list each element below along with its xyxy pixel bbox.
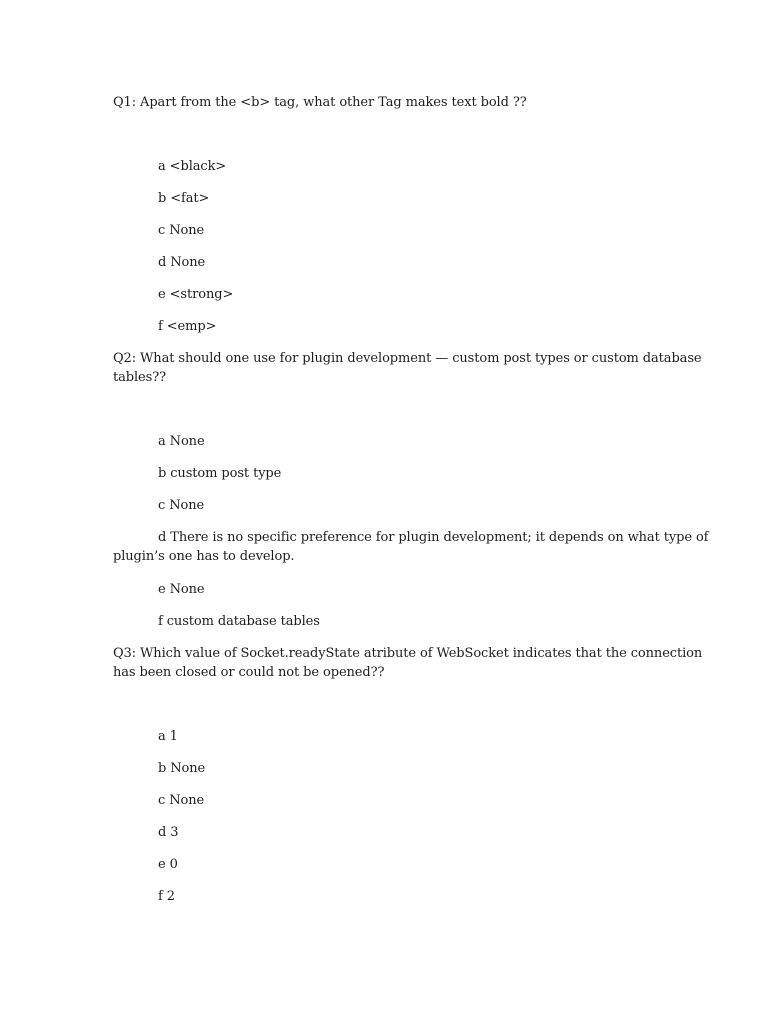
question-3-option-a: a 1 xyxy=(158,729,178,744)
question-3-option-b: b None xyxy=(158,761,206,776)
question-3-text-line2: has been closed or could not be opened?? xyxy=(113,665,385,680)
question-3-text-line1: Q3: Which value of Socket.readyState atribute of WebSocket indicates that the connection xyxy=(113,646,703,661)
question-3-option-d: d 3 xyxy=(158,825,179,840)
question-1-option-a: a <black> xyxy=(158,159,227,174)
question-2-text-line2: tables?? xyxy=(113,370,166,385)
question-1-option-b: b <fat> xyxy=(158,191,210,206)
question-2-option-e: e None xyxy=(158,582,205,597)
question-3-option-f: f 2 xyxy=(158,889,175,904)
question-2-option-d-continued: plugin’s one has to develop. xyxy=(113,549,295,564)
question-2-option-d: d There is no specific preference for plugin development; it depends on what type of xyxy=(158,530,709,545)
question-2-option-b: b custom post type xyxy=(158,466,282,481)
question-3-option-e: e 0 xyxy=(158,857,178,872)
question-1-option-f: f <emp> xyxy=(158,319,217,334)
question-2-option-f: f custom database tables xyxy=(158,614,320,629)
question-1-text: Q1: Apart from the <b> tag, what other Tag makes text bold ?? xyxy=(113,95,527,110)
question-2-option-a: a None xyxy=(158,434,205,449)
question-2-option-c: c None xyxy=(158,498,205,513)
question-2-text-line1: Q2: What should one use for plugin development — custom post types or custom database xyxy=(113,351,702,366)
question-3-option-c: c None xyxy=(158,793,205,808)
question-1-option-e: e <strong> xyxy=(158,287,234,302)
question-1-option-c: c None xyxy=(158,223,205,238)
question-1-option-d: d None xyxy=(158,255,206,270)
